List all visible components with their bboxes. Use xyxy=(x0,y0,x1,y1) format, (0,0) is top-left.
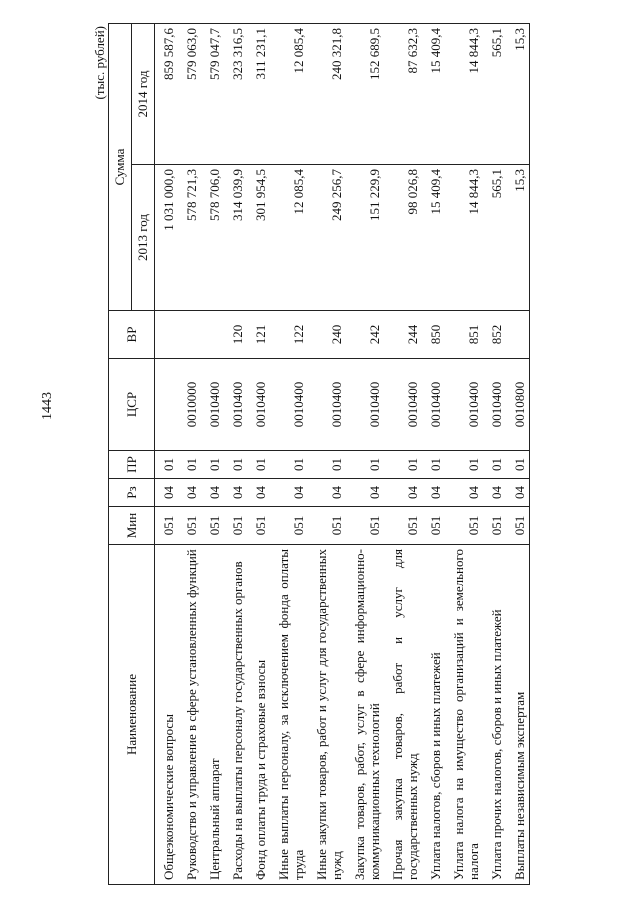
row-2014: 859 587,6 xyxy=(155,24,179,165)
header-min: Мин xyxy=(109,507,155,545)
row-pr: 01 xyxy=(201,451,224,479)
row-min: 051 xyxy=(155,507,179,545)
header-name: Наименование xyxy=(109,545,155,885)
row-vr: 242 xyxy=(346,311,384,359)
row-pr: 01 xyxy=(308,451,346,479)
row-name: Уплата налогов, сборов и иных платежей xyxy=(422,545,445,885)
row-2014: 579 047,7 xyxy=(201,24,224,165)
row-min: 051 xyxy=(201,507,224,545)
table-body xyxy=(155,24,530,885)
row-min: 051 xyxy=(506,507,530,545)
row-pr: 01 xyxy=(445,451,483,479)
row-pr: 01 xyxy=(178,451,201,479)
row-csr: 0010400 xyxy=(384,359,422,451)
row-csr: 0010400 xyxy=(483,359,506,451)
row-2013: 14 844,3 xyxy=(445,165,483,311)
row-vr: 121 xyxy=(247,311,270,359)
row-pr: 01 xyxy=(384,451,422,479)
row-min: 051 xyxy=(270,507,308,545)
row-rz: 04 xyxy=(201,479,224,507)
row-csr: 0010400 xyxy=(422,359,445,451)
row-min: 051 xyxy=(224,507,247,545)
row-2013: 12 085,4 xyxy=(270,165,308,311)
row-rz: 04 xyxy=(270,479,308,507)
row-rz: 04 xyxy=(224,479,247,507)
row-pr: 01 xyxy=(483,451,506,479)
budget-page xyxy=(90,20,640,885)
row-2014: 311 231,1 xyxy=(247,24,270,165)
row-2013: 1 031 000,0 xyxy=(155,165,179,311)
row-2013: 249 256,7 xyxy=(308,165,346,311)
row-vr: 852 xyxy=(483,311,506,359)
row-csr: 0010400 xyxy=(224,359,247,451)
table-row xyxy=(224,24,247,885)
row-2014: 12 085,4 xyxy=(270,24,308,165)
row-csr: 0010000 xyxy=(178,359,201,451)
row-2014: 152 689,5 xyxy=(346,24,384,165)
table-row xyxy=(346,24,384,885)
row-min: 051 xyxy=(445,507,483,545)
row-2013: 301 954,5 xyxy=(247,165,270,311)
row-2013: 151 229,9 xyxy=(346,165,384,311)
row-csr: 0010400 xyxy=(346,359,384,451)
row-vr: 120 xyxy=(224,311,247,359)
row-name: Центральный аппарат xyxy=(201,545,224,885)
row-vr xyxy=(201,311,224,359)
row-min: 051 xyxy=(178,507,201,545)
row-vr: 851 xyxy=(445,311,483,359)
row-2013: 578 721,3 xyxy=(178,165,201,311)
row-name: Фонд оплаты труда и страховые взносы xyxy=(247,545,270,885)
header-2013: 2013 год xyxy=(132,165,155,311)
row-pr: 01 xyxy=(422,451,445,479)
row-min: 051 xyxy=(384,507,422,545)
row-pr: 01 xyxy=(270,451,308,479)
row-pr: 01 xyxy=(346,451,384,479)
row-name: Уплата налога на имущество организаций и земельного налога xyxy=(445,545,483,885)
row-vr: 122 xyxy=(270,311,308,359)
table-row xyxy=(384,24,422,885)
row-2013: 15 409,4 xyxy=(422,165,445,311)
table-row xyxy=(422,24,445,885)
row-vr xyxy=(178,311,201,359)
row-2013: 98 026,8 xyxy=(384,165,422,311)
row-min: 051 xyxy=(247,507,270,545)
row-name: Уплата прочих налогов, сборов и иных платежей xyxy=(483,545,506,885)
row-2014: 579 063,0 xyxy=(178,24,201,165)
row-rz: 04 xyxy=(247,479,270,507)
table-row xyxy=(201,24,224,885)
row-name: Общеэкономические вопросы xyxy=(155,545,179,885)
row-name: Выплаты независимым экспертам xyxy=(506,545,530,885)
row-min: 051 xyxy=(308,507,346,545)
row-vr: 240 xyxy=(308,311,346,359)
row-vr: 244 xyxy=(384,311,422,359)
row-vr xyxy=(155,311,179,359)
row-pr: 01 xyxy=(224,451,247,479)
table-row xyxy=(308,24,346,885)
row-2013: 565,1 xyxy=(483,165,506,311)
row-name: Иные выплаты персоналу, за исключением фонда оплаты труда xyxy=(270,545,308,885)
row-name: Расходы на выплаты персоналу государственных органов xyxy=(224,545,247,885)
table-row xyxy=(445,24,483,885)
row-rz: 04 xyxy=(445,479,483,507)
row-rz: 04 xyxy=(155,479,179,507)
budget-table xyxy=(108,23,530,885)
row-pr: 01 xyxy=(506,451,530,479)
table-header xyxy=(109,24,155,885)
header-pr: ПР xyxy=(109,451,155,479)
row-2014: 323 316,5 xyxy=(224,24,247,165)
row-rz: 04 xyxy=(422,479,445,507)
row-csr: 0010400 xyxy=(201,359,224,451)
row-rz: 04 xyxy=(346,479,384,507)
row-name: Иные закупки товаров, работ и услуг для государственных нужд xyxy=(308,545,346,885)
row-csr: 0010400 xyxy=(270,359,308,451)
row-csr: 0010400 xyxy=(308,359,346,451)
row-2013: 15,3 xyxy=(506,165,530,311)
row-min: 051 xyxy=(483,507,506,545)
row-csr: 0010400 xyxy=(247,359,270,451)
header-sum: Сумма xyxy=(109,24,132,311)
row-rz: 04 xyxy=(178,479,201,507)
row-2014: 14 844,3 xyxy=(445,24,483,165)
row-csr: 0010800 xyxy=(506,359,530,451)
row-name: Прочая закупка товаров, работ и услуг для государственных нужд xyxy=(384,545,422,885)
row-2014: 15 409,4 xyxy=(422,24,445,165)
row-pr: 01 xyxy=(247,451,270,479)
row-min: 051 xyxy=(346,507,384,545)
row-2013: 314 039,9 xyxy=(224,165,247,311)
row-2014: 240 321,8 xyxy=(308,24,346,165)
row-2014: 15,3 xyxy=(506,24,530,165)
row-csr xyxy=(155,359,179,451)
row-rz: 04 xyxy=(384,479,422,507)
row-min: 051 xyxy=(422,507,445,545)
row-2013: 578 706,0 xyxy=(201,165,224,311)
table-row xyxy=(178,24,201,885)
table-row xyxy=(247,24,270,885)
row-rz: 04 xyxy=(506,479,530,507)
table-row xyxy=(506,24,530,885)
row-rz: 04 xyxy=(308,479,346,507)
row-2014: 565,1 xyxy=(483,24,506,165)
row-2014: 87 632,3 xyxy=(384,24,422,165)
header-vr: ВР xyxy=(109,311,155,359)
rotated-sheet xyxy=(90,20,640,885)
row-name: Руководство и управление в сфере установленных функций xyxy=(178,545,201,885)
row-csr: 0010400 xyxy=(445,359,483,451)
table-row xyxy=(483,24,506,885)
row-rz: 04 xyxy=(483,479,506,507)
row-pr: 01 xyxy=(155,451,179,479)
unit-note: (тыс. рублей) xyxy=(92,26,107,100)
page-number: 1443 xyxy=(40,392,55,420)
row-vr xyxy=(506,311,530,359)
row-vr: 850 xyxy=(422,311,445,359)
table-row xyxy=(270,24,308,885)
header-2014: 2014 год xyxy=(132,24,155,165)
header-rz: Рз xyxy=(109,479,155,507)
header-csr: ЦСР xyxy=(109,359,155,451)
row-name: Закупка товаров, работ, услуг в сфере информационно-коммуникационных технологий xyxy=(346,545,384,885)
table-row xyxy=(155,24,179,885)
